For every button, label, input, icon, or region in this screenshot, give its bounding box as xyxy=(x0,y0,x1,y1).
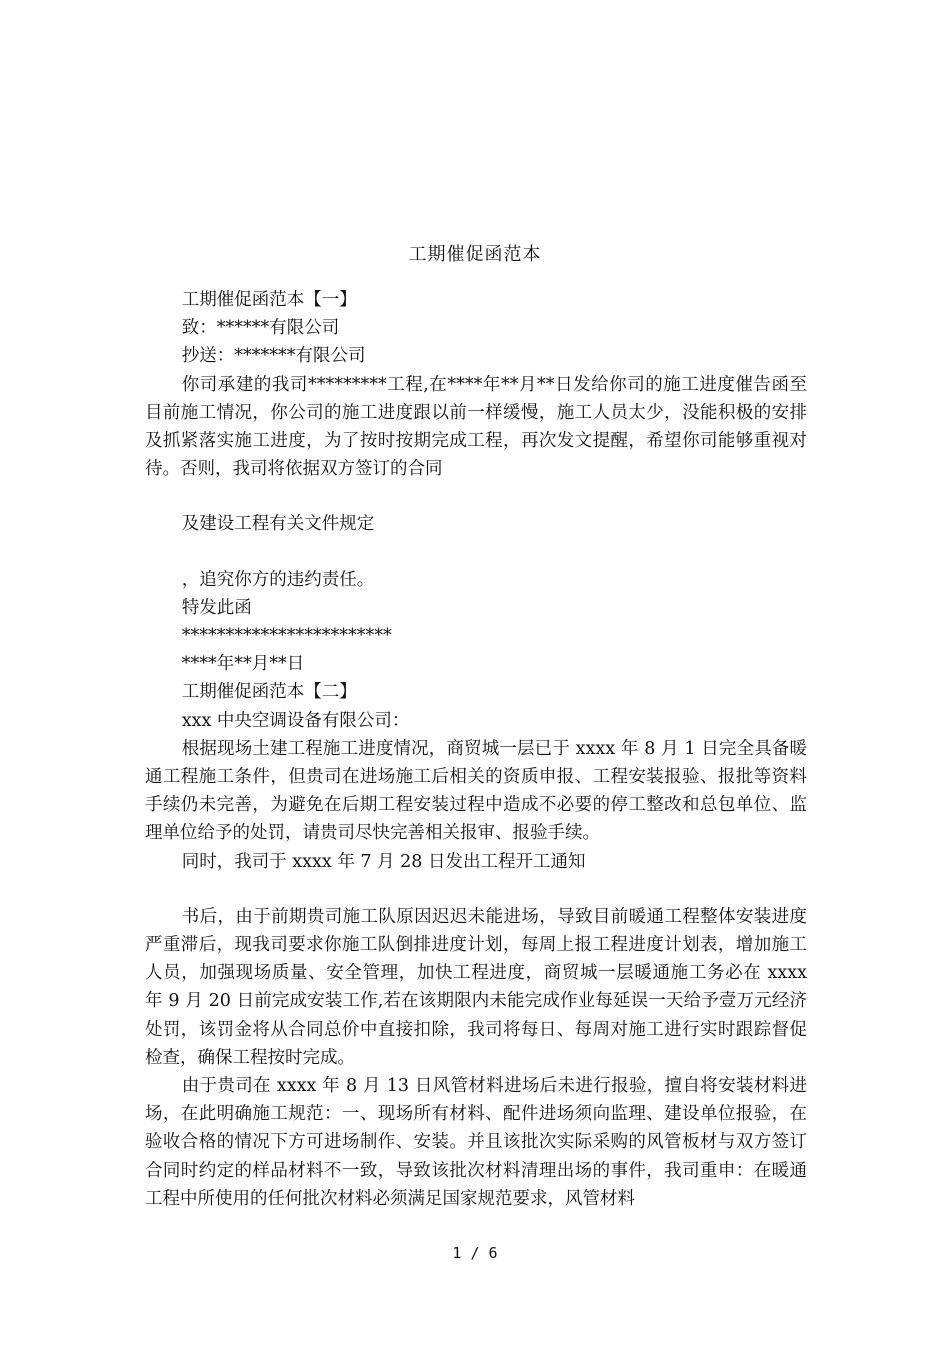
date-line: ****年**月**日 xyxy=(181,654,305,675)
closing-line: 特发此函 xyxy=(181,597,252,618)
body-paragraph: 同时，我司于 xxxx 年 7 月 28 日发出工程开工通知 xyxy=(181,851,586,872)
recipient-line: xxx 中央空调设备有限公司： xyxy=(181,710,410,731)
signature-line: ************************ xyxy=(181,626,392,647)
section-heading-two: 工期催促函范本【二】 xyxy=(181,682,357,703)
body-paragraph: 由于贵司在 xxxx 年 8 月 13 日风管材料进场后未进行报验，擅自将安装材料进场，在此明确施工规范：一、现场所有材料、配件进场须向监理、建设单位报验，在验收合格的情况下方可进场制作、安装。并且该批次实际采购的风管板材与双方签订合同时约定的样品材料不一致，导致该批次材料清理出场的事件，我司重申：在暖通工程中所使用的任何批次材料必须满足国家规范要求，风管材料 xyxy=(145,1076,807,1209)
cc-line: 抄送：*******有限公司 xyxy=(181,346,366,367)
body-paragraph: 及建设工程有关文件规定 xyxy=(181,514,375,535)
recipient-line: 致：******有限公司 xyxy=(181,318,340,339)
body-paragraph: 书后，由于前期贵司施工队原因迟迟未能进场，导致目前暖通工程整体安装进度严重滞后，现我司要求你施工队倒排进度计划，每周上报工程进度计划表，增加施工人员，加强现场质量、安全管理，加快工程进度，商贸城一层暖通施工务必在 xxxx 年 9 月 20 日前完成安装工作,若在该期限内未能完成作业每延误一天给予壹万元经济处罚，该罚金将从合同总价中直接扣除，我司将每日、每周对施工进行实时跟踪督促检查，确保工程按时完成。 xyxy=(145,906,807,1068)
page-number: 1 / 6 xyxy=(452,1244,498,1262)
body-paragraph: 根据现场土建工程施工进度情况，商贸城一层已于 xxxx 年 8 月 1 日完全具备暖通工程施工条件，但贵司在进场施工后相关的资质申报、工程安装报验、报批等资料手续仍未完善，为避免在后期工程安装过程中造成不必要的停工整改和总包单位、监理单位给予的处罚，请贵司尽快完善相关报审、报验手续。 xyxy=(145,738,807,844)
body-paragraph: ，追究你方的违约责任。 xyxy=(181,569,375,590)
document-title: 工期催促函范本 xyxy=(408,244,542,265)
document-body xyxy=(145,286,807,1213)
section-heading-one: 工期催促函范本【一】 xyxy=(181,290,357,310)
body-paragraph: 你司承建的我司*********工程,在****年**月**日发给你司的施工进度催告函至目前施工情况，你公司的施工进度跟以前一样缓慢，施工人员太少，没能积极的安排及抓紧落实施工进度，为了按时按期完成工程，再次发文提醒，希望你司能够重视对待。否则，我司将依据双方签订的合同 xyxy=(145,374,807,480)
